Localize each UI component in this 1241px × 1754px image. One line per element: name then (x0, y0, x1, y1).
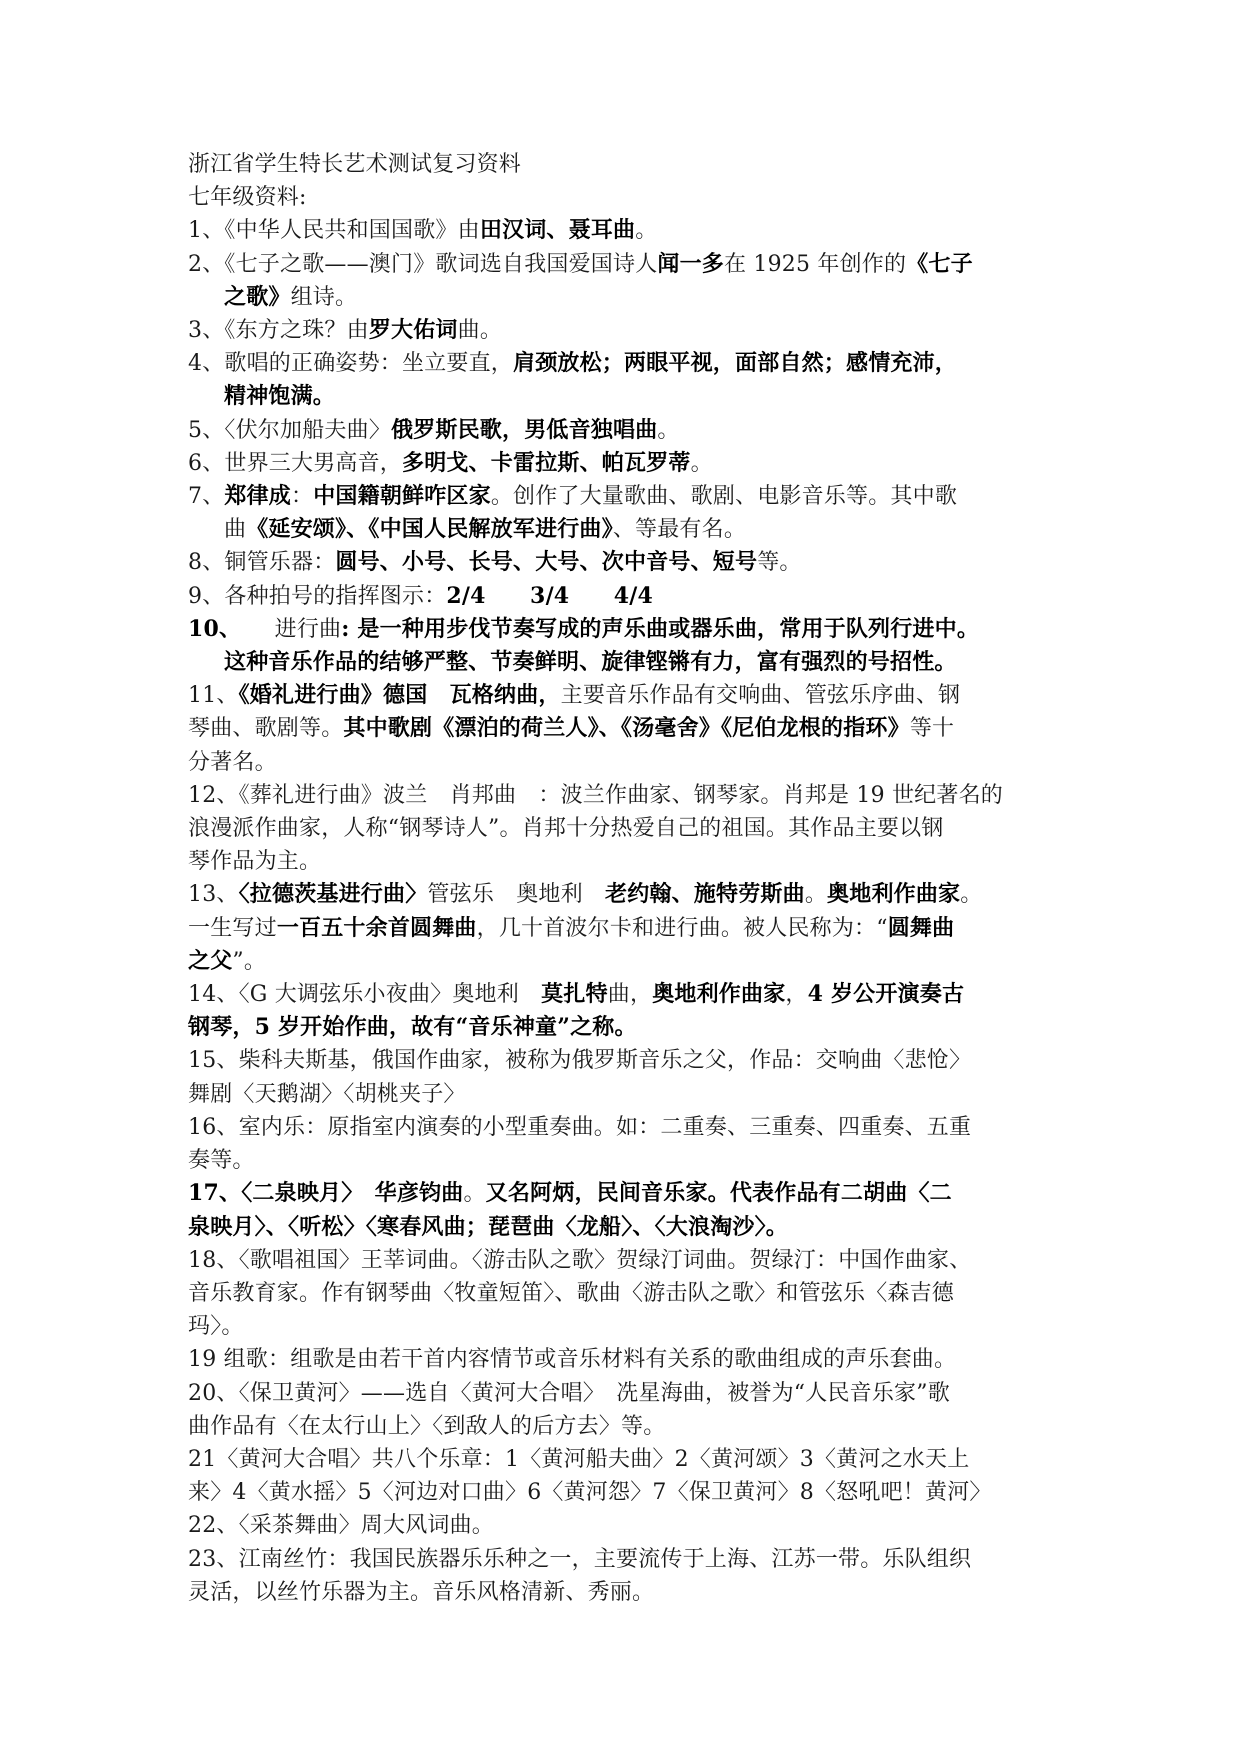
bold-text: 泉映月〉、〈听松〉〈寒春风曲；琵琶曲〈龙船〉、〈大浪淘沙〉。 (188, 1213, 789, 1240)
text-line (188, 845, 1063, 878)
text-run: 、等最有名。 (612, 517, 747, 543)
text-line (188, 779, 1063, 812)
text-run: 等。 (757, 550, 802, 576)
text-line (188, 1011, 1063, 1044)
bold-text: 一百五十余首圆舞曲 (276, 914, 477, 941)
bold-text: 17、〈二泉映月〉 (188, 1180, 375, 1207)
text-line (188, 1576, 1063, 1609)
text-run: 舞剧〈天鹅湖〉〈胡桃夹子〉 (188, 1081, 466, 1107)
text-run: ， (785, 982, 808, 1008)
bold-text: 《婚礼进行曲》德国 瓦格纳曲， (238, 682, 561, 709)
bold-text: 4 岁公开演奏古 (807, 981, 965, 1008)
text-run: 。 (657, 417, 680, 443)
text-line (188, 314, 1063, 347)
text-run: 20、〈保卫黄河〉——选自〈黄河大合唱〉 冼星海曲，被誉为“人民音乐家”歌 (188, 1380, 950, 1406)
text-run: 浪漫派作曲家，人称“钢琴诗人”。肖邦十分热爱自己的祖国。其作品主要以钢 (188, 816, 944, 842)
text-line (188, 1443, 1063, 1476)
text-line (188, 281, 1063, 314)
text-run: 13、 (188, 882, 239, 908)
text-run: 分著名。 (188, 749, 277, 775)
text-run: 曲作品有〈在太行山上〉〈到敌人的后方去〉等。 (188, 1413, 666, 1439)
text-run: 。 (804, 882, 828, 908)
document-title: 浙江省学生特长艺术测试复习资料 (188, 152, 522, 177)
bold-text: 奥地利作曲家 (652, 981, 786, 1008)
text-run: 曲。 (457, 318, 503, 344)
text-line (188, 1410, 1063, 1443)
text-line (188, 1277, 1063, 1310)
text-line (188, 613, 1063, 646)
text-line (188, 1509, 1063, 1542)
bold-text: 华彦钧曲 (374, 1180, 464, 1207)
text-run: ： (291, 484, 314, 510)
text-run: 玛〉。 (188, 1314, 244, 1340)
text-run: 2、《七子之歌——澳门》歌词选自我国爱国诗人 (188, 251, 658, 277)
text-line (188, 1244, 1063, 1277)
text-run: 16、室内乐：原指室内演奏的小型重奏曲。如：二重奏、三重奏、四重奏、五重 (188, 1114, 972, 1140)
text-run: 。 (960, 882, 983, 908)
text-run: 23、江南丝竹：我国民族器乐乐种之一，主要流传于上海、江苏一带。乐队组织 (188, 1546, 972, 1572)
text-run: 进行曲 (230, 616, 342, 642)
text-run: 音乐教育家。作有钢琴曲〈牧童短笛〉、歌曲〈游击队之歌〉和管弦乐〈森吉德 (188, 1280, 955, 1306)
text-line (188, 1476, 1063, 1509)
text-line (188, 1078, 1063, 1111)
text-run: 19 组歌：组歌是由若干首内容情节或音乐材料有关系的歌曲组成的声乐套曲。 (188, 1347, 957, 1373)
text-line (188, 945, 1063, 978)
bold-text: : 是一种用步伐节奏写成的声乐曲或器乐曲，常用于队列行进中。 (341, 615, 980, 642)
bold-text: 10、 (188, 615, 231, 642)
bold-text: 俄罗斯民歌，男低音独唱曲 (391, 416, 658, 443)
text-line (188, 1343, 1063, 1376)
text-run: 在 1925 年创作的 (724, 251, 907, 277)
document-page (188, 148, 1063, 1609)
text-run: 4、歌唱的正确姿势：坐立要直， (188, 351, 513, 377)
text-run: 主要音乐作品有交响曲、管弦乐序曲、钢 (560, 683, 961, 709)
text-run: 5、〈伏尔加船夫曲〉 (188, 417, 391, 443)
text-line (188, 1111, 1063, 1144)
text-run: 14、〈G 大调弦乐小夜曲〉奥地利 (188, 982, 542, 1008)
document-subtitle: 七年级资料: (188, 185, 307, 211)
text-run: 来〉4〈黄水摇〉5〈河边对口曲〉6〈黄河怨〉7〈保卫黄河〉8〈怒吼吧！黄河〉 (188, 1480, 992, 1506)
text-line (188, 1144, 1063, 1177)
text-line (188, 812, 1063, 845)
bold-text: 多明戈、卡雷拉斯、帕瓦罗蒂 (402, 449, 691, 476)
bold-text: 中国籍朝鲜咋区家 (313, 483, 491, 510)
bold-text: 罗大佑词 (368, 317, 458, 344)
bold-text: 莫扎特 (541, 981, 608, 1008)
bold-text: 田汉词、聂耳曲 (479, 217, 636, 244)
text-line (188, 1310, 1063, 1343)
text-line (188, 1044, 1063, 1077)
text-run: 9、各种拍号的指挥图示： (188, 583, 447, 609)
text-line (188, 878, 1063, 911)
text-run: 曲 (224, 517, 247, 543)
bold-text: 闻一多 (657, 250, 725, 277)
bold-text: 〈拉德茨基进行曲〉 (238, 881, 428, 908)
bold-text: 圆舞曲 (887, 914, 955, 941)
text-run: 8、铜管乐器： (188, 550, 336, 576)
text-line (188, 248, 1063, 281)
text-run: 灵活，以丝竹乐器为主。音乐风格清新、秀丽。 (188, 1579, 655, 1605)
text-run: 管弦乐 奥地利 (427, 882, 606, 908)
bold-text: 钢琴，5 岁开始作曲，故有“音乐神童”之称。 (188, 1014, 637, 1041)
text-run: 12、《葬礼进行曲》波兰 肖邦曲 ：波兰作曲家、钢琴家。肖邦是 19 世纪著名的 (188, 782, 1003, 808)
text-run: 。创作了大量歌曲、歌剧、电影音乐等。其中歌 (490, 484, 958, 510)
bold-text: 奥地利作曲家 (827, 881, 961, 908)
text-run: 22、〈采茶舞曲〉周大风词曲。 (188, 1513, 494, 1539)
text-run: 11、 (188, 683, 239, 709)
bold-text: 又名阿炳，民间音乐家。代表作品有二胡曲〈二 (485, 1180, 952, 1207)
bold-text: 《七子 (906, 250, 973, 277)
bold-text: 之父 (188, 947, 233, 974)
text-line (188, 447, 1063, 480)
bold-text: 其中歌剧《漂泊的荷兰人》、《汤毫舍》《尼伯龙根的指环》 (343, 715, 910, 742)
text-line (188, 1211, 1063, 1244)
bold-text: 这种音乐作品的结够严整、节奏鲜明、旋律铿锵有力，富有强烈的号招性。 (224, 649, 957, 676)
text-run: 曲， (607, 982, 653, 1008)
text-line (188, 580, 1063, 613)
text-run: 一生写过 (188, 915, 277, 941)
text-run: 21〈黄河大合唱〉共八个乐章：1〈黄河船夫曲〉2〈黄河颂〉3〈黄河之水天上 (188, 1446, 970, 1472)
text-run: 奏等。 (188, 1148, 255, 1174)
text-line (188, 978, 1063, 1011)
text-line (188, 712, 1063, 745)
bold-text: 肩颈放松；两眼平视，面部自然；感情充沛， (513, 350, 958, 377)
text-line (188, 1177, 1063, 1210)
text-line (188, 1377, 1063, 1410)
text-line (188, 746, 1063, 779)
bold-text: 老约翰、施特劳斯曲 (605, 881, 805, 908)
text-run: 7、 (188, 484, 225, 510)
text-line (188, 414, 1063, 447)
text-line (188, 912, 1063, 945)
text-run: 。 (463, 1181, 486, 1207)
text-run: 3、《东方之珠？由 (188, 318, 369, 344)
text-run: 6、世界三大男高音， (188, 450, 402, 476)
document-body (188, 214, 1063, 1609)
text-line (188, 214, 1063, 247)
text-run: 琴作品为主。 (188, 849, 322, 875)
text-run: 。 (690, 450, 713, 476)
text-line (188, 513, 1063, 546)
text-run: 。 (635, 218, 658, 244)
text-line (188, 646, 1063, 679)
text-line (188, 679, 1063, 712)
text-run: ，几十首波尔卡和进行曲。被人民称为：“ (476, 915, 888, 941)
bold-text: 圆号、小号、长号、大号、次中音号、短号 (335, 549, 758, 576)
text-line (188, 1543, 1063, 1576)
bold-text: 2/4 3/4 4/4 (446, 582, 653, 609)
bold-text: 《延安颂》、《中国人民解放军进行曲》 (246, 516, 613, 543)
bold-text: 郑律成 (224, 483, 292, 510)
text-line (188, 480, 1063, 513)
text-run: 等十 (909, 716, 955, 742)
text-run: 组诗。 (290, 284, 358, 310)
text-run: ”。 (232, 948, 267, 974)
bold-text: 精神饱满。 (224, 383, 336, 410)
text-line (188, 546, 1063, 579)
text-line (188, 380, 1063, 413)
text-run: 1、《中华人民共和国国歌》由 (188, 218, 480, 244)
text-run: 15、柴科夫斯基，俄国作曲家，被称为俄罗斯音乐之父，作品：交响曲〈悲怆〉 (188, 1048, 972, 1074)
text-line (188, 347, 1063, 380)
text-run: 18、〈歌唱祖国〉王莘词曲。〈游击队之歌〉贺绿汀词曲。贺绿汀：中国作曲家、 (188, 1247, 972, 1273)
bold-text: 之歌》 (224, 283, 291, 310)
text-run: 琴曲、歌剧等。 (188, 716, 344, 742)
